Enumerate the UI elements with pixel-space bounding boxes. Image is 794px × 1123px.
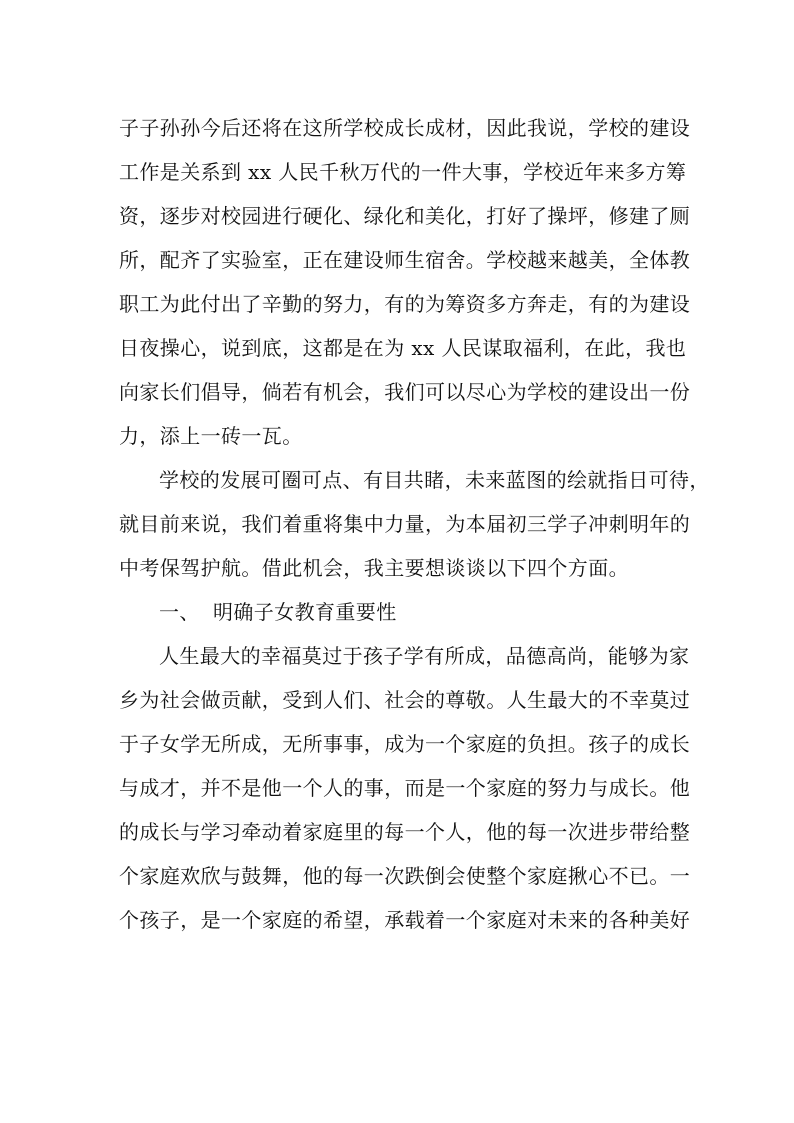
paragraph-line: 工作是关系到 xx 人民千秋万代的一件大事，学校近年来多方筹 [119, 160, 687, 184]
paragraph-line: 个孩子，是一个家庭的希望，承载着一个家庭对未来的各种美好 [119, 908, 691, 932]
paragraph-line: 职工为此付出了辛勤的努力，有的为筹资多方奔走，有的为建设 [119, 292, 691, 316]
paragraph-line: 人生最大的幸福莫过于孩子学有所成，品德高尚，能够为家 [159, 644, 690, 668]
paragraph-line: 于子女学无所成，无所事事，成为一个家庭的负担。孩子的成长 [119, 732, 691, 756]
paragraph-line: 力，添上一砖一瓦。 [119, 424, 303, 448]
paragraph-line: 资，逐步对校园进行硬化、绿化和美化，打好了操坪，修建了厕 [119, 204, 691, 228]
section-heading [159, 598, 675, 626]
paragraph-line: 个家庭欢欣与鼓舞，他的每一次跌倒会使整个家庭揪心不已。一 [119, 864, 691, 888]
paragraph-line: 学校的发展可圈可点、有目共睹，未来蓝图的绘就指日可待， [159, 468, 710, 492]
section-heading-number: 一、 [159, 600, 200, 624]
paragraph-line: 向家长们倡导，倘若有机会，我们可以尽心为学校的建设出一份 [119, 380, 691, 404]
paragraph-line: 日夜操心，说到底，这都是在为 xx 人民谋取福利，在此，我也 [119, 336, 687, 360]
section-heading-title: 明确子女教育重要性 [213, 600, 397, 624]
paragraph-line: 的成长与学习牵动着家庭里的每一个人，他的每一次进步带给整 [119, 820, 691, 844]
paragraph-line: 与成才，并不是他一个人的事，而是一个家庭的努力与成长。他 [119, 776, 691, 800]
paragraph-line: 所，配齐了实验室，正在建设师生宿舍。学校越来越美，全体教 [119, 248, 691, 272]
paragraph-line: 乡为社会做贡献，受到人们、社会的尊敬。人生最大的不幸莫过 [119, 688, 691, 712]
paragraph-line: 中考保驾护航。借此机会，我主要想谈谈以下四个方面。 [119, 556, 629, 580]
paragraph-line: 子子孙孙今后还将在这所学校成长成材，因此我说，学校的建设 [119, 116, 691, 140]
paragraph-line: 就目前来说，我们着重将集中力量，为本届初三学子冲刺明年的 [119, 512, 691, 536]
